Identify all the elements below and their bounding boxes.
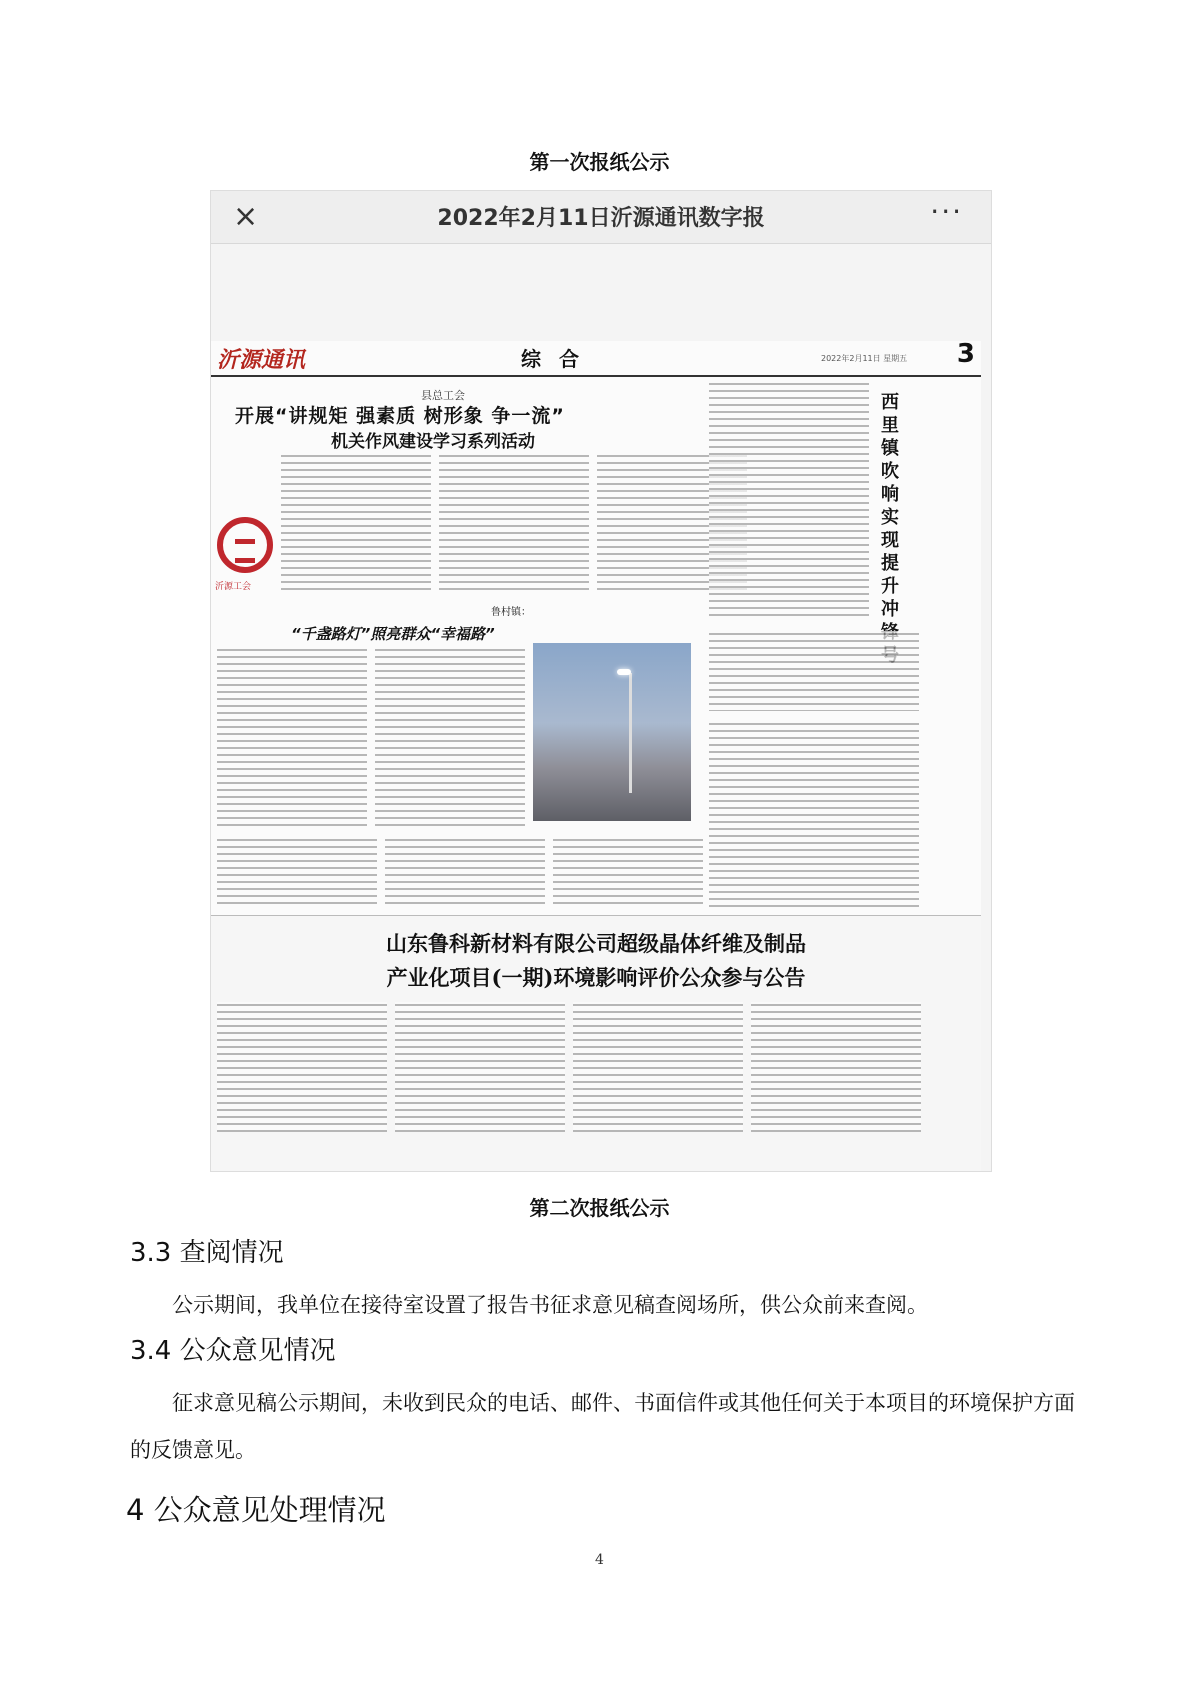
- announcement-col3: [573, 1002, 743, 1132]
- article1-title-line1: 开展“讲规矩 强素质 树形象 争一流”: [235, 405, 565, 427]
- more-icon: ···: [930, 195, 963, 228]
- article1-body-col2: [439, 453, 589, 593]
- newspaper-masthead: [211, 341, 981, 377]
- section-4-heading: 4 公众意见处理情况: [126, 1493, 386, 1527]
- section-name: 综合: [521, 347, 597, 371]
- newspaper-logo: 沂源通讯: [217, 347, 306, 373]
- union-emblem-icon: [217, 517, 273, 573]
- article1-kicker: 县总工会: [421, 389, 465, 402]
- announcement-col2: [395, 1002, 565, 1132]
- screenshot-title: 2022年2月11日沂源通讯数字报: [437, 206, 765, 231]
- emblem-label: 沂源工会: [215, 582, 252, 592]
- announcement-title-line1: 山东鲁科新材料有限公司超级晶体纤维及制品: [386, 931, 806, 956]
- article1-title-line2: 机关作风建设学习系列活动: [331, 432, 535, 452]
- section-3-4-text: 征求意见稿公示期间，未收到民众的电话、邮件、书面信件或其他任何关于本项目的环境保护方面的反馈意见。: [130, 1391, 1075, 1462]
- article1-body-col1: [281, 453, 431, 593]
- announcement-col1: [217, 1002, 387, 1132]
- article3-body-col1: [217, 837, 377, 909]
- figure-caption-second: 第二次报纸公示: [529, 1196, 670, 1220]
- page-number: 4: [595, 1552, 604, 1568]
- lamp-pole: [629, 673, 632, 793]
- sidebar-body-top: [709, 381, 869, 621]
- announcement-col4: [751, 1002, 921, 1132]
- section-3-3-text: 公示期间，我单位在接待室设置了报告书征求意见稿查阅场所，供公众前来查阅。: [172, 1293, 928, 1317]
- article2-title: “千盏路灯”照亮群众“幸福路”: [291, 625, 495, 643]
- newspaper-screenshot: [210, 190, 992, 1172]
- article3-body-col2: [385, 837, 545, 909]
- article2-body-col2: [375, 647, 525, 827]
- section-3-3-heading: 3.3 查阅情况: [130, 1238, 284, 1268]
- sidebar-headline: 西里镇吹响实现提升冲: [881, 392, 899, 620]
- sidebar-body-mid: [709, 631, 919, 711]
- screenshot-top-bar: [211, 191, 991, 244]
- close-icon: ×: [233, 199, 259, 234]
- section-3-4-heading: 3.4 公众意见情况: [130, 1336, 336, 1366]
- dateline: 2022年2月11日 星期五: [821, 354, 908, 363]
- newspaper-page-number: 3: [956, 339, 975, 369]
- lamp-light: [617, 669, 631, 675]
- street-lamp-photo: [533, 643, 691, 821]
- newspaper-page: [211, 341, 981, 1171]
- announcement-box: [211, 915, 981, 1172]
- sidebar-body-bottom: [709, 721, 919, 909]
- article3-body-col3: [553, 837, 703, 909]
- article2-kicker: 鲁村镇：: [491, 607, 531, 618]
- article2-body-col1: [217, 647, 367, 827]
- announcement-title-line2: 产业化项目(一期)环境影响评价公众参与公告: [386, 965, 806, 990]
- figure-caption-first: 第一次报纸公示: [529, 150, 670, 174]
